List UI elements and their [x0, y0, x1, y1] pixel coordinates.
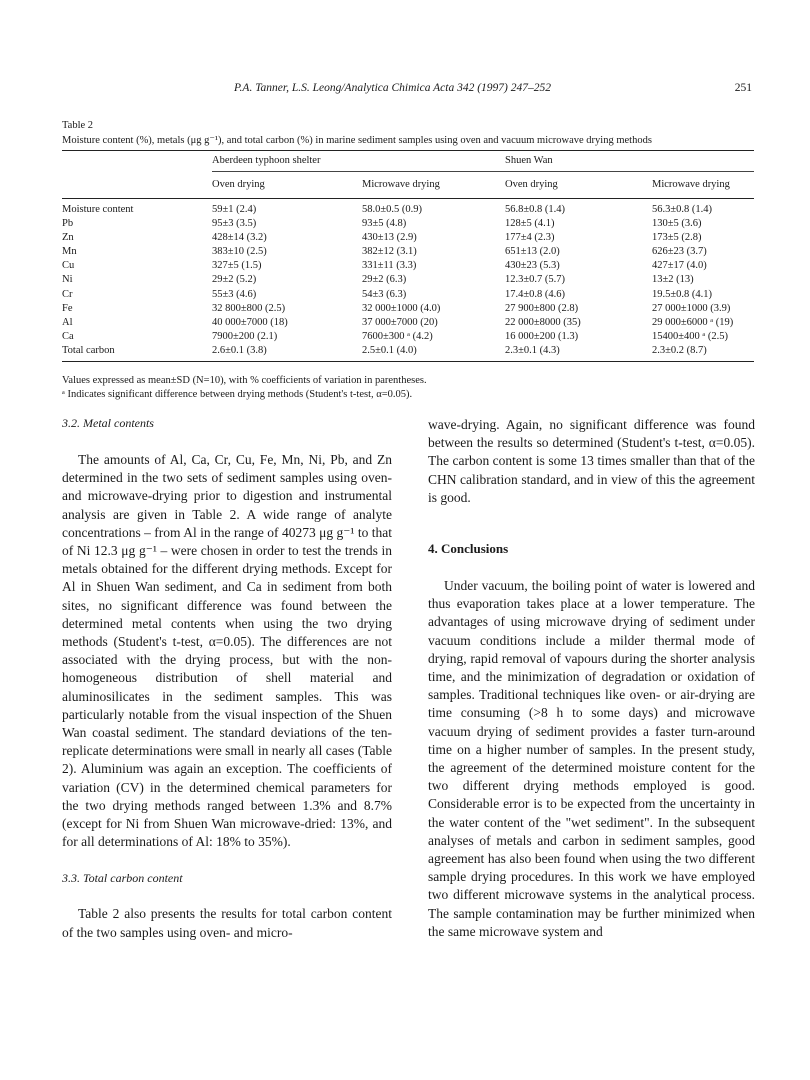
section-heading-4: 4. Conclusions — [428, 541, 509, 557]
table-cell: 15400±400 ᵃ (2.5) — [652, 330, 729, 342]
table-row — [62, 245, 754, 259]
table-cell: 331±11 (3.3) — [362, 260, 417, 272]
table-cell: 13±2 (13) — [652, 274, 694, 286]
table-cell: 93±5 (4.8) — [362, 218, 407, 230]
table-cell: 12.3±0.7 (5.7) — [505, 274, 566, 286]
table-cell: 327±5 (1.5) — [212, 260, 262, 272]
row-label: Total carbon — [62, 344, 212, 362]
table-cell: 7900±200 (2.1) — [212, 330, 278, 342]
row-label: Cr — [62, 288, 73, 300]
table-cell: 59±1 (2.4) — [212, 204, 257, 215]
table-cell: 54±3 (6.3) — [362, 288, 407, 300]
table-row — [62, 302, 754, 316]
table-row — [62, 259, 754, 273]
table-cell: 95±3 (3.5) — [212, 218, 257, 230]
table-cell: 16 000±200 (1.3) — [505, 330, 579, 342]
table-cell: 2.3±0.1 (4.3) — [505, 344, 652, 362]
table-cell: 128±5 (4.1) — [505, 218, 555, 230]
table-cell: 2.5±0.1 (4.0) — [362, 344, 505, 362]
table-cell: 29±2 (6.3) — [362, 274, 407, 286]
table-caption-text: Moisture content (%), metals (μg g⁻¹), and total carbon (%) in marine sediment samples using oven and vacuum microwave drying methods — [62, 135, 652, 146]
table-cell: 382±12 (3.1) — [362, 246, 417, 258]
row-label: Zn — [62, 232, 74, 244]
section-3-2-paragraph: The amounts of Al, Ca, Cr, Cu, Fe, Mn, Ni, Pb, and Zn determined in the two sets of sediment samples using oven- and microwave-drying prior to digestion and instrumental analysis are given in Table 2. A wide range of analyte concentrations – from Al in the range of 40273 μg g⁻¹ to that of Ni 12.3 μg g⁻¹ – were chosen in order to test the trends in metals obtained for the different drying methods. Except for Al in Shuen Wan sediment, and Ca in sediment from both sites, no significant difference was found between the determined metal contents when using the two drying methods (Student's t-test, α=0.05). The differences are not associated with the drying process, but with the non-homogeneous distribution of shell material and aluminosilicates in the sediment samples. This was particularly notable from the visual inspection of the Shuen Wan coastal sediment. The standard deviations of the ten-replicate determinations were small in nearly all cases (Table 2). Aluminium was again an exception. The coefficients of variation (CV) in the determined chemical parameters for the two drying methods ranged between 1.3% and 8.7% (except for Ni from Shuen Wan microwave-dried: 13%, and for all determinations of Al: 18% to 35%). — [62, 452, 392, 850]
table-cell: 32 800±800 (2.5) — [212, 302, 286, 314]
section-heading-3-2: 3.2. Metal contents — [62, 416, 154, 430]
table-note: ᵃ Indicates significant difference between drying methods (Student's t-test, α=0.05). — [62, 389, 413, 400]
method-header: Microwave drying — [362, 172, 505, 199]
table-cell: 32 000±1000 (4.0) — [362, 302, 441, 314]
row-label: Fe — [62, 302, 73, 314]
right-column — [428, 416, 755, 941]
table-cell: 58.0±0.5 (0.9) — [362, 204, 423, 215]
section-3-3-continued: wave-drying. Again, no significant difference was found between the results so determined (Student's t-test, α=0.05). The carbon content is some 13 times smaller than that of the CHN calibration standard, and in view of this the agreement is good. — [428, 417, 755, 505]
row-label: Ca — [62, 330, 74, 342]
table-row — [62, 199, 754, 218]
table-cell: 29±2 (5.2) — [212, 274, 257, 286]
section-heading-3-3: 3.3. Total carbon content — [62, 871, 183, 886]
running-title: P.A. Tanner, L.S. Leong/Analytica Chimica Acta 342 (1997) 247–252 — [234, 82, 551, 94]
table-row — [62, 273, 754, 287]
table-corner — [62, 151, 212, 172]
site-header-shuen-wan: Shuen Wan — [505, 151, 754, 172]
method-header: Microwave drying — [652, 172, 754, 199]
table-row — [62, 344, 754, 362]
table-cell: 19.5±0.8 (4.1) — [652, 288, 713, 300]
table-cell: 7600±300 ᵃ (4.2) — [362, 330, 433, 342]
table-cell: 2.6±0.1 (3.8) — [212, 344, 362, 362]
page-number: 251 — [734, 82, 752, 94]
site-header-aberdeen: Aberdeen typhoon shelter — [212, 151, 505, 172]
row-label: Mn — [62, 246, 77, 258]
table-row — [62, 231, 754, 245]
table-cell: 56.3±0.8 (1.4) — [652, 204, 713, 215]
table-cell: 40 000±7000 (18) — [212, 316, 288, 328]
table-cell: 173±5 (2.8) — [652, 232, 702, 244]
left-column — [62, 415, 392, 942]
table-row — [62, 217, 754, 231]
table-cell: 651±13 (2.0) — [505, 246, 560, 258]
table-row — [62, 316, 754, 330]
table-cell: 427±17 (4.0) — [652, 260, 707, 272]
table-cell: 130±5 (3.6) — [652, 218, 702, 230]
data-table-container — [62, 150, 754, 362]
table-cell: 383±10 (2.5) — [212, 246, 267, 258]
table-cell: 2.3±0.2 (8.7) — [652, 344, 754, 362]
method-header: Oven drying — [505, 172, 652, 199]
method-header: Oven drying — [212, 172, 362, 199]
table-cell: 27 000±1000 (3.9) — [652, 302, 731, 314]
table-cell: 22 000±8000 (35) — [505, 316, 581, 328]
table-cell: 56.8±0.8 (1.4) — [505, 204, 566, 215]
row-label: Moisture content — [62, 204, 134, 215]
table-row — [62, 288, 754, 302]
table-cell: 17.4±0.8 (4.6) — [505, 288, 566, 300]
table-cell: 37 000±7000 (20) — [362, 316, 438, 328]
table-corner-lower — [62, 172, 212, 199]
table-cell: 626±23 (3.7) — [652, 246, 707, 258]
table-cell: 177±4 (2.3) — [505, 232, 555, 244]
table-row — [62, 330, 754, 344]
table-cell: 55±3 (4.6) — [212, 288, 257, 300]
section-3-3-paragraph: Table 2 also presents the results for total carbon content of the two samples using oven- and micro- — [62, 906, 392, 940]
row-label: Al — [62, 316, 73, 328]
table-cell: 430±23 (5.3) — [505, 260, 560, 272]
data-table — [62, 150, 754, 362]
table-caption — [62, 118, 754, 148]
table-cell: 29 000±6000 ᵃ (19) — [652, 316, 734, 328]
row-label: Pb — [62, 218, 74, 230]
table-footnotes — [62, 374, 754, 402]
row-label: Ni — [62, 274, 73, 286]
table-note: Values expressed as mean±SD (N=10), with % coefficients of variation in parentheses. — [62, 375, 427, 386]
table-cell: 428±14 (3.2) — [212, 232, 267, 244]
section-4-paragraph: Under vacuum, the boiling point of water is lowered and thus evaporation takes place at a lower temperature. The advantages of using microwave drying of sediment under vacuum conditions include a milder thermal mode of drying, rapid removal of vapours during the shorter analysis time, and the minimization of degradation or oxidation of samples. Traditional techniques like oven- or air-drying are time consuming (>8 h to some days) and microwave vacuum drying of sediment provides a faster turn-around time on a higher number of samples. In the present study, the agreement of the determined moisture content for the two different drying methods employed is good. Considerable error is to be expected from the uncertainty in the water content of the "wet sediment". In the subsequent analyses of metals and carbon in sediment samples, good agreement has also been found when using the two different sample drying procedures. In this work we have employed two different microwave systems in the analytical process. The sample contamination may be further minimized when the same microwave system and — [428, 578, 755, 939]
table-cell: 27 900±800 (2.8) — [505, 302, 579, 314]
table-cell: 430±13 (2.9) — [362, 232, 417, 244]
row-label: Cu — [62, 260, 75, 272]
table-label: Table 2 — [62, 120, 94, 131]
